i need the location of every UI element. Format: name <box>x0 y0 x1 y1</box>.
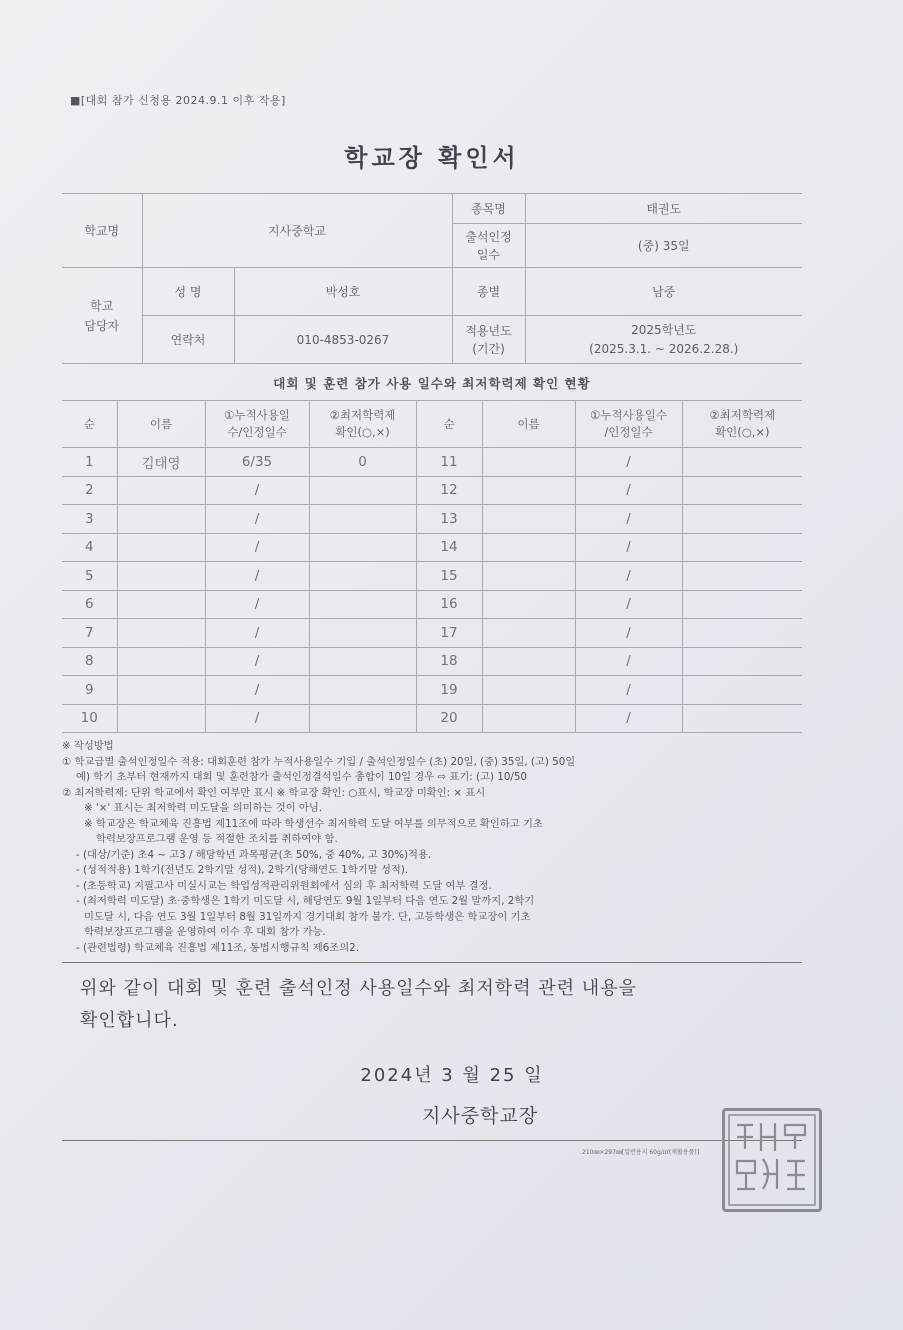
days-used: / <box>205 476 309 505</box>
year-value <box>525 316 802 364</box>
divider <box>62 962 802 963</box>
row-number: 4 <box>62 533 117 562</box>
note-4: - (성적적용) 1학기(전년도 2학기말 성적), 2학기(당해연도 1학기말 성적). <box>76 864 409 876</box>
note-6a: - (최저학력 미도달) 초·중학생은 1학기 미도달 시, 해당연도 9월 1일부터 다음 연도 2월 말까지, 2학기 <box>76 895 535 907</box>
table-row <box>62 533 802 562</box>
min-academic-check <box>682 562 802 591</box>
min-academic-check <box>309 704 416 733</box>
year-label-line1: 적용년도 <box>465 323 512 338</box>
min-academic-check <box>682 590 802 619</box>
row-number: 3 <box>62 505 117 534</box>
note-1a: ① 학교급별 출석인정일수 적용: 대회훈련 참가 누적사용일수 기입 / 출석인정일수 (초) 20일, (중) 35일, (고) 50일 <box>62 755 576 768</box>
min-academic-check <box>309 676 416 705</box>
row-number: 2 <box>62 476 117 505</box>
min-academic-check <box>682 619 802 648</box>
days-used: / <box>205 619 309 648</box>
row-number: 13 <box>416 505 482 534</box>
row-number: 19 <box>416 676 482 705</box>
min-academic-check <box>309 533 416 562</box>
days-used: / <box>575 647 682 676</box>
header-no-right: 순 <box>416 401 482 448</box>
header-min-left-line2: 확인(○,×) <box>335 425 390 439</box>
student-name <box>482 676 575 705</box>
row-number: 17 <box>416 619 482 648</box>
footer-rule <box>62 1140 802 1141</box>
student-name <box>482 619 575 648</box>
days-used: / <box>205 533 309 562</box>
student-name <box>482 590 575 619</box>
confirmation-line1: 위와 같이 대회 및 훈련 출석인정 사용일수와 최저학력 관련 내용을 <box>80 978 637 999</box>
min-academic-check <box>682 505 802 534</box>
row-number: 11 <box>416 448 482 477</box>
student-name: 김태영 <box>117 448 205 477</box>
student-name <box>482 505 575 534</box>
min-academic-check <box>682 476 802 505</box>
info-table <box>62 193 802 364</box>
days-used: / <box>205 562 309 591</box>
min-academic-check <box>682 448 802 477</box>
days-used: / <box>575 704 682 733</box>
header-days-right <box>575 401 682 448</box>
manager-label-line2: 담당자 <box>84 318 120 333</box>
contact-label: 연락처 <box>142 316 234 364</box>
seal-mark <box>725 1111 819 1209</box>
school-value: 지사중학교 <box>142 194 452 268</box>
table-row <box>62 505 802 534</box>
days-used: / <box>575 676 682 705</box>
header-days-left-line2: 수/인정일수 <box>227 425 287 439</box>
contact-value: 010-4853-0267 <box>234 316 452 364</box>
row-number: 9 <box>62 676 117 705</box>
days-used: / <box>205 647 309 676</box>
student-name <box>117 476 205 505</box>
year-label-line2: (기간) <box>472 341 505 356</box>
header-min-right-line2: 확인(○,×) <box>714 425 770 439</box>
status-table-body <box>62 448 802 733</box>
year-label <box>452 316 525 364</box>
official-seal <box>722 1108 822 1212</box>
min-academic-check <box>309 505 416 534</box>
min-academic-check <box>309 590 416 619</box>
student-name <box>482 533 575 562</box>
note-6b: 미도달 시, 다음 연도 3월 1일부터 8월 31일까지 경기대회 참가 불가. 단, 고등학생은 학교장이 기초 <box>84 910 531 923</box>
row-number: 14 <box>416 533 482 562</box>
school-label: 학교명 <box>62 194 142 268</box>
row-number: 1 <box>62 448 117 477</box>
min-academic-check <box>682 533 802 562</box>
header-days-left <box>205 401 309 448</box>
student-name <box>482 647 575 676</box>
min-academic-check <box>309 647 416 676</box>
row-number: 6 <box>62 590 117 619</box>
row-number: 15 <box>416 562 482 591</box>
header-min-right <box>682 401 802 448</box>
gender-value: 남중 <box>525 268 802 316</box>
document <box>62 92 802 1156</box>
status-table <box>62 400 802 733</box>
header-days-right-line1: ①누적사용일수 <box>590 408 667 422</box>
manager-label <box>62 268 142 364</box>
days-used: / <box>205 676 309 705</box>
attendance-value: (중) 35일 <box>525 224 802 268</box>
note-2c: ※ 학교장은 학교체육 진흥법 제11조에 따라 학생선수 최저학력 도달 여부를 의무적으로 확인하고 기초 <box>84 817 543 830</box>
header-name-right: 이름 <box>482 401 575 448</box>
note-3: - (대상/기준) 초4 ~ 고3 / 해당학년 과목평균(초 50%, 중 40%, 고 30%)적용. <box>76 848 432 861</box>
days-used: / <box>205 590 309 619</box>
student-name <box>117 676 205 705</box>
gender-label: 종별 <box>452 268 525 316</box>
min-academic-check <box>682 647 802 676</box>
year-value-line2: (2025.3.1. ~ 2026.2.28.) <box>589 341 739 356</box>
student-name <box>117 619 205 648</box>
table-row <box>62 476 802 505</box>
manager-label-line1: 학교 <box>90 298 114 313</box>
days-used: / <box>205 505 309 534</box>
row-number: 20 <box>416 704 482 733</box>
notes-heading: ※ 작성방법 <box>62 740 114 752</box>
form-tag: ■[대회 참가 신청용 2024.9.1 이후 작용] <box>70 94 286 107</box>
note-2a: ② 최저학력제: 단위 학교에서 확인 여부만 표시 ※ 학교장 확인: ○표시, 학교장 미확인: × 표시 <box>62 786 486 799</box>
min-academic-check: 0 <box>309 448 416 477</box>
row-number: 12 <box>416 476 482 505</box>
page-title: 학교장 확인서 <box>344 144 520 172</box>
days-used: / <box>575 476 682 505</box>
table-row <box>62 562 802 591</box>
header-no-left: 순 <box>62 401 117 448</box>
header-min-left-line1: ②최저학력제 <box>329 408 396 422</box>
event-label: 종목명 <box>452 194 525 224</box>
table-row <box>62 647 802 676</box>
row-number: 5 <box>62 562 117 591</box>
row-number: 8 <box>62 647 117 676</box>
student-name <box>482 448 575 477</box>
attendance-label-line1: 출석인정 <box>465 229 512 244</box>
header-name-left: 이름 <box>117 401 205 448</box>
header-days-left-line1: ①누적사용일 <box>224 408 290 422</box>
min-academic-check <box>309 476 416 505</box>
row-number: 7 <box>62 619 117 648</box>
note-7: - (관련법령) 학교체육 진흥법 제11조, 동법시행규칙 제6조의2. <box>76 941 359 954</box>
table-row <box>62 619 802 648</box>
row-number: 10 <box>62 704 117 733</box>
student-name <box>117 590 205 619</box>
days-used: 6/35 <box>205 448 309 477</box>
days-used: / <box>575 533 682 562</box>
min-academic-check <box>309 619 416 648</box>
min-academic-check <box>682 704 802 733</box>
confirmation-line2: 확인합니다. <box>80 1010 179 1031</box>
event-value: 태권도 <box>525 194 802 224</box>
days-used: / <box>205 704 309 733</box>
name-label: 성 명 <box>142 268 234 316</box>
table-row <box>62 704 802 733</box>
note-1b: 예) 학기 초부터 현재까지 대회 및 훈련참가 출석인정결석일수 총합이 10일 경우 ⇨ 표기: (고) 10/50 <box>76 771 527 783</box>
row-number: 18 <box>416 647 482 676</box>
student-name <box>117 533 205 562</box>
note-2b: ※ '×' 표시는 최저학력 미도달을 의미하는 것이 아님. <box>84 802 323 814</box>
student-name <box>482 562 575 591</box>
header-min-left <box>309 401 416 448</box>
signer-name: 지사중학교장 <box>422 1105 539 1127</box>
days-used: / <box>575 590 682 619</box>
footer-note: 210㎜×297㎜[일반용지 60g/㎡(재활용품)] <box>582 1149 700 1156</box>
student-name <box>117 562 205 591</box>
student-name <box>482 704 575 733</box>
instructions <box>62 739 802 956</box>
row-number: 16 <box>416 590 482 619</box>
student-name <box>117 505 205 534</box>
table-row <box>62 676 802 705</box>
student-name <box>117 647 205 676</box>
days-used: / <box>575 619 682 648</box>
year-value-line1: 2025학년도 <box>631 322 697 337</box>
header-days-right-line2: /인정일수 <box>604 425 653 439</box>
student-name <box>117 704 205 733</box>
days-used: / <box>575 448 682 477</box>
name-value: 박성호 <box>234 268 452 316</box>
table-row <box>62 590 802 619</box>
note-6c: 학력보장프로그램을 운영하여 이수 후 대회 참가 가능. <box>84 926 326 938</box>
min-academic-check <box>309 562 416 591</box>
header-min-right-line1: ②최저학력제 <box>709 408 776 422</box>
section-title: 대회 및 훈련 참가 사용 일수와 최저학력제 확인 현황 <box>273 376 591 391</box>
attendance-label <box>452 224 525 268</box>
attendance-label-line2: 일수 <box>476 247 501 262</box>
table-row <box>62 448 802 477</box>
confirmation-text <box>62 973 802 1037</box>
issue-date: 2024년 3 월 25 일 <box>360 1065 544 1086</box>
note-5: - (초등학교) 지필고사 미실시교는 학업성적관리위원회에서 심의 후 최저학력 도달 여부 결정. <box>76 879 492 892</box>
days-used: / <box>575 562 682 591</box>
student-name <box>482 476 575 505</box>
note-2d: 학력보장프로그램 운영 등 적절한 조치를 취하여야 함. <box>96 833 338 845</box>
min-academic-check <box>682 676 802 705</box>
days-used: / <box>575 505 682 534</box>
